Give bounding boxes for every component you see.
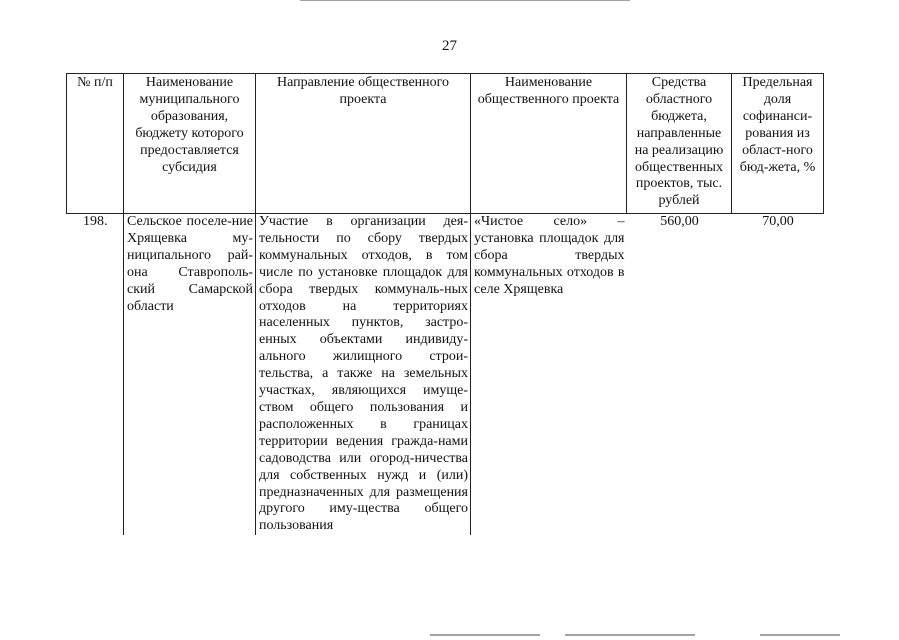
row-project-direction: Участие в организации дея-тельности по сбору твердых коммунальных отходов, в том числе по установке площадок для сбора твердых коммуналь-ных отходов на территориях населенных пунктов, застро-енных объектами индивиду-ального жилищного строи-тельства, а также на земельных участках, являющихся имуще-ством общего пользования и расположенных в границах территории ведения гражда-нами садоводства или огород-ничества для собственных нужд и (или) предназначенных для размещения другого иму-щества общего пользования bbox=[256, 214, 471, 536]
scan-artifact-bottom-right bbox=[565, 634, 695, 636]
header-project-direction: Направление общественного проекта bbox=[256, 74, 471, 214]
header-regional-funds: Средства областного бюджета, направленные на реализацию общественных проектов, тыс. рублей bbox=[627, 74, 732, 214]
row-cofinancing-share: 70,00 bbox=[732, 214, 824, 536]
table-row bbox=[67, 214, 824, 536]
header-cofinancing-share: Предельная доля софинанси-рования из област-ного бюд-жета, % bbox=[732, 74, 824, 214]
table-header-row bbox=[67, 74, 824, 214]
row-regional-funds: 560,00 bbox=[627, 214, 732, 536]
header-municipality: Наименование муниципального образования, бюджету которого предоставляется субсидия bbox=[124, 74, 256, 214]
row-project-name: «Чистое село» – установка площадок для сбора твердых коммунальных отходов в селе Хрящевка bbox=[471, 214, 627, 536]
row-number: 198. bbox=[67, 214, 124, 536]
subsidy-table bbox=[66, 73, 824, 535]
page-number: 27 bbox=[442, 38, 457, 54]
scan-artifact-top bbox=[300, 0, 630, 1]
row-municipality: Сельское поселе-ние Хрящевка му-ниципального рай-она Ставрополь-ский Самарской области bbox=[124, 214, 256, 536]
header-number: № п/п bbox=[67, 74, 124, 214]
scan-artifact-bottom-left bbox=[430, 634, 540, 636]
header-project-name: Наименование общественного проекта bbox=[471, 74, 627, 214]
scan-artifact-bottom-far-right bbox=[760, 634, 840, 636]
